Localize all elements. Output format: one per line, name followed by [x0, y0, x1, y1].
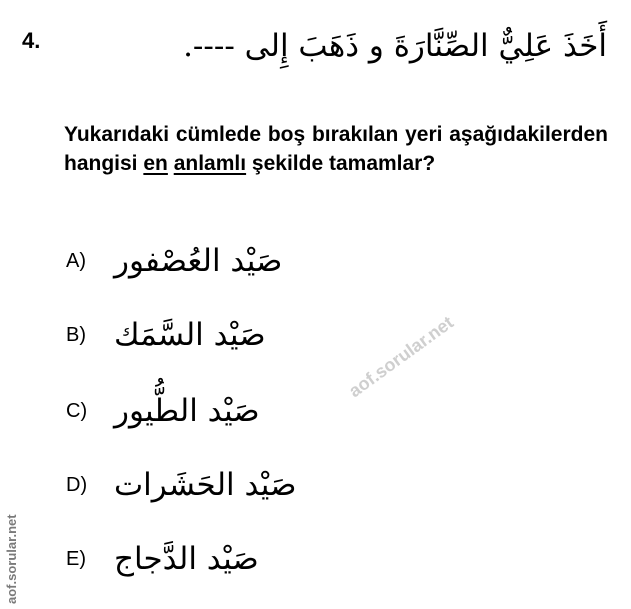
option-letter: D)	[66, 473, 88, 496]
question-text-part1: Yukarıdaki cümlede boş bırakılan yeri aşağıdakilerden hangisi	[64, 123, 608, 175]
question-text	[64, 120, 608, 178]
option-d[interactable]	[66, 460, 296, 510]
watermark-diagonal: aof.sorular.net	[345, 312, 458, 402]
question-number: 4.	[22, 28, 41, 53]
option-c[interactable]	[66, 386, 260, 436]
option-text: صَيْد الطُّيور	[114, 393, 260, 429]
option-a[interactable]	[66, 236, 282, 286]
option-text: صَيْد السَّمَك	[114, 317, 266, 353]
option-e[interactable]	[66, 534, 259, 584]
option-letter: B)	[66, 323, 86, 346]
option-b[interactable]	[66, 310, 266, 360]
watermark-side: aof.sorular.net	[4, 514, 19, 604]
question-text-part2: şekilde tamamlar?	[246, 152, 436, 175]
option-text: صَيْد العُصْفور	[114, 243, 283, 279]
option-letter: E)	[66, 547, 86, 570]
option-letter: A)	[66, 249, 86, 272]
option-text: صَيْد الحَشَرات	[114, 467, 297, 503]
option-letter: C)	[66, 399, 88, 422]
underlined-word-en: en	[143, 152, 168, 175]
arabic-sentence: أَخَذَ عَلِيٌّ الصِّنَّارَةَ و ذَهَبَ إِلى ----.	[183, 28, 607, 64]
option-text: صَيْد الدَّجاج	[114, 541, 259, 577]
underlined-word-anlamli: anlamlı	[173, 152, 247, 175]
